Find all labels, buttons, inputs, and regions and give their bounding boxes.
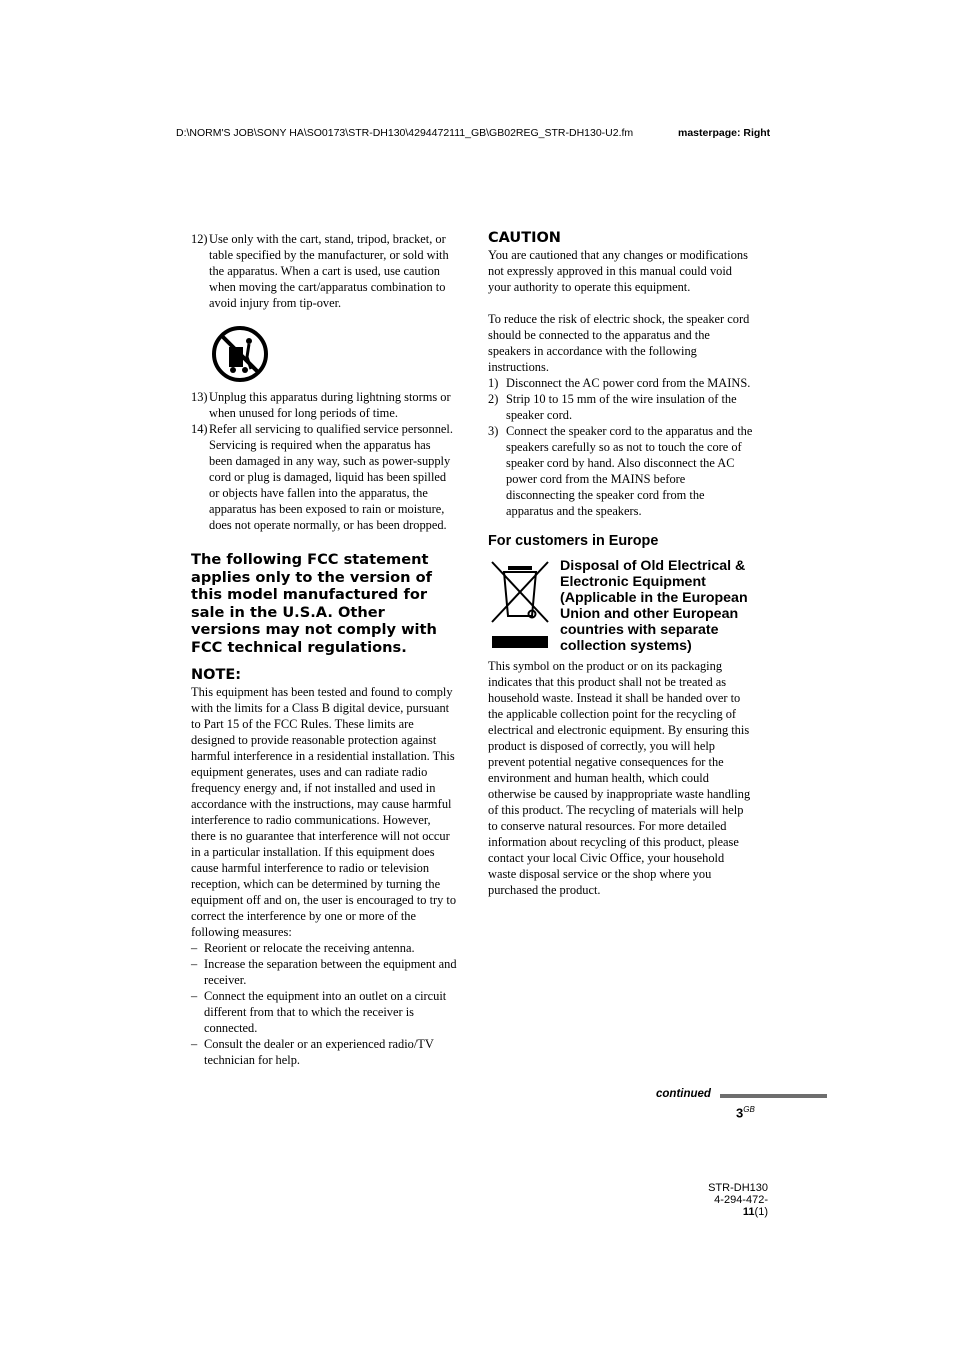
caution-heading: CAUTION bbox=[488, 230, 561, 246]
list-item bbox=[488, 375, 754, 391]
weee-bin-icon bbox=[488, 558, 560, 654]
page-number bbox=[736, 1102, 755, 1121]
masterpage-label: masterpage: Right bbox=[678, 127, 771, 139]
item-number: – bbox=[191, 940, 198, 955]
item-number: 2) bbox=[488, 392, 499, 406]
note-text: This equipment has been tested and found to comply with the limits for a Class B digital device, pursuant to Part 15 of the FCC Rules. These limits are designed to provide reasonable protection against harmful interference in a residential installation. This equipment generates, uses and can radiate radio frequency energy and, if not installed and used in accordance with the instructions, may cause harmful interference to radio communications. However, there is no guarantee that interference will not occur in a particular installation. If this equipment does cause harmful interference to radio or television reception, which can be determined by turning the equipment off and on, the user is encouraged to try to correct the interference by one or more of the following measures: bbox=[191, 684, 457, 939]
item-text: Unplug this apparatus during lightning storms or when unused for long periods of time. bbox=[209, 390, 451, 420]
disposal-block bbox=[488, 558, 754, 654]
part-number bbox=[690, 1194, 768, 1218]
item-number: 1) bbox=[488, 376, 499, 390]
part-bold: 11 bbox=[742, 1206, 755, 1218]
list-item bbox=[191, 1036, 457, 1068]
note-heading: NOTE: bbox=[191, 666, 242, 683]
item-text: Increase the separation between the equipment and receiver. bbox=[204, 956, 457, 987]
continued-label: continued bbox=[656, 1088, 711, 1100]
item-text: Connect the speaker cord to the apparatus and the speakers carefully so as not to touch the core of speaker cord by hand. Also disconnect the AC power cord from the MAINS before disconnecting the speaker cord from the apparatus and the speakers. bbox=[506, 424, 753, 518]
item-text: Use only with the cart, stand, tripod, bracket, or table specified by the manufacturer, or sold with the apparatus. When a cart is used, use caution when moving the cart/apparatus combination to avoid injury from tip-over. bbox=[209, 232, 449, 310]
caution-text: You are cautioned that any changes or modifications not expressly approved in this manual could void your authority to operate this equipment. bbox=[488, 248, 748, 294]
item-number: 3) bbox=[488, 424, 499, 438]
page-number-value: 3 bbox=[736, 1105, 744, 1121]
item-number: 14) bbox=[191, 422, 208, 436]
item-text: Reorient or relocate the receiving antenna. bbox=[204, 940, 415, 955]
list-item bbox=[191, 231, 457, 311]
file-path: D:\NORM'S JOB\SONY HA\SO0173\STR-DH130\4294472111_GB\GB02REG_STR-DH130-U2.fm bbox=[176, 127, 634, 139]
item-text: Consult the dealer or an experienced radio/TV technician for help. bbox=[204, 1036, 434, 1067]
left-column bbox=[191, 231, 457, 1068]
continued-rule bbox=[720, 1094, 827, 1098]
part-suffix: (1) bbox=[754, 1206, 768, 1218]
model-name: STR-DH130 bbox=[708, 1182, 768, 1194]
item-number: – bbox=[191, 1036, 198, 1051]
list-item bbox=[191, 389, 457, 421]
item-text: Strip 10 to 15 mm of the wire insulation of the speaker cord. bbox=[506, 392, 737, 422]
safety-items-bottom bbox=[191, 389, 457, 533]
list-item bbox=[191, 956, 457, 988]
part-prefix: 4-294-472- bbox=[714, 1194, 768, 1206]
speaker-steps bbox=[488, 375, 754, 519]
list-item bbox=[488, 423, 754, 519]
right-column bbox=[488, 229, 754, 898]
list-item bbox=[191, 421, 457, 533]
cart-warning-icon bbox=[211, 325, 269, 383]
disposal-heading: Disposal of Old Electrical & Electronic Equipment (Applicable in the European Union and other European countries with separate collection systems) bbox=[560, 558, 748, 654]
fcc-heading: The following FCC statement applies only to the version of this model manufactured for sale in the U.S.A. Other versions may not comply with FCC technical regulations. bbox=[191, 551, 437, 656]
model-code bbox=[690, 1182, 768, 1218]
item-text: Disconnect the AC power cord from the MAINS. bbox=[506, 376, 751, 390]
list-item bbox=[191, 988, 457, 1036]
item-number: 12) bbox=[191, 232, 208, 246]
item-text: Connect the equipment into an outlet on a circuit different from that to which the receiver is connected. bbox=[204, 988, 447, 1035]
page-number-suffix: GB bbox=[743, 1105, 755, 1114]
list-item bbox=[488, 391, 754, 423]
item-text: Refer all servicing to qualified service personnel. Servicing is required when the apparatus has been damaged in any way, such as power-supply cord or plug is damaged, liquid has been spilled or objects have fallen into the apparatus, the apparatus has been exposed to rain or moisture, does not operate normally, or has been dropped. bbox=[209, 422, 453, 532]
disposal-text: This symbol on the product or on its packaging indicates that this product shall not be treated as household waste. Instead it shall be handed over to the applicable collection point for the recycling of electrical and electronic equipment. By ensuring this product is disposed of correctly, you will help prevent potential negative consequences for the environment and human health, which could otherwise be caused by inappropriate waste handling of this product. The recycling of materials will help to conserve natural resources. For more detailed information about recycling of this product, please contact your local Civic Office, your household waste disposal service or the shop where you purchased the product. bbox=[488, 659, 751, 897]
europe-heading: For customers in Europe bbox=[488, 533, 659, 549]
item-number: – bbox=[191, 956, 198, 971]
item-number: 13) bbox=[191, 390, 208, 404]
item-number: – bbox=[191, 988, 198, 1003]
speaker-intro: To reduce the risk of electric shock, the speaker cord should be connected to the apparatus and the speakers in accordance with the following instructions. bbox=[488, 312, 750, 374]
list-item bbox=[191, 940, 457, 956]
safety-items-top bbox=[191, 231, 457, 311]
measures-list bbox=[191, 940, 457, 1068]
